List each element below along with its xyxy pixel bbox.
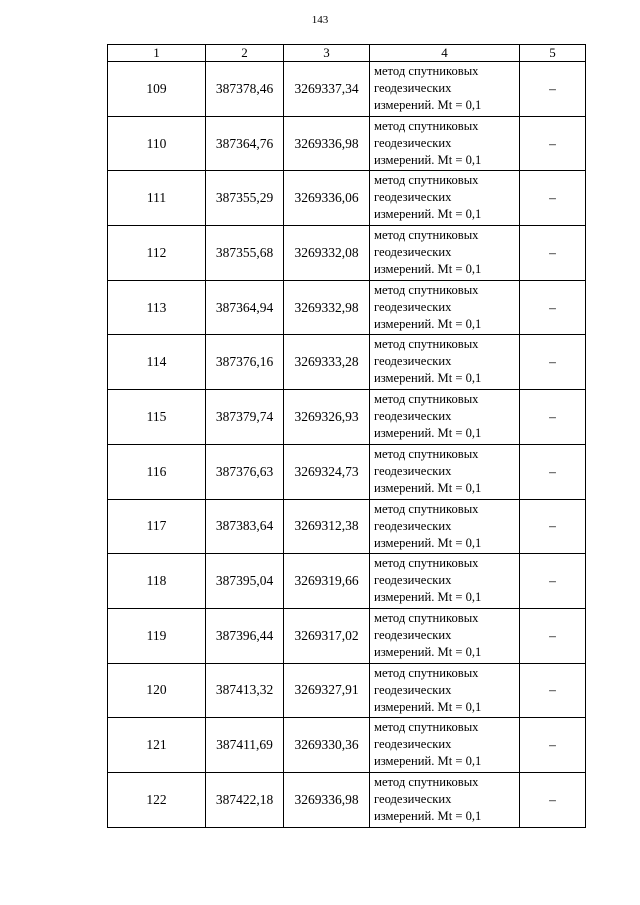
method-line: метод спутниковых <box>374 118 479 133</box>
x-coordinate-cell: 387422,18 <box>206 772 284 827</box>
method-line: измерений. Mt = 0,1 <box>374 262 482 277</box>
y-coordinate-cell: 3269317,02 <box>284 608 370 663</box>
x-coordinate-cell: 387383,64 <box>206 499 284 554</box>
note-cell: – <box>520 718 586 773</box>
x-coordinate-cell: 387376,63 <box>206 444 284 499</box>
x-coordinate-cell: 387378,46 <box>206 62 284 117</box>
point-number-cell: 117 <box>108 499 206 554</box>
method-line: геодезических <box>374 737 452 752</box>
method-cell <box>370 554 520 609</box>
table-row <box>108 663 586 718</box>
method-line: геодезических <box>374 245 452 260</box>
method-cell <box>370 280 520 335</box>
method-line: геодезических <box>374 354 452 369</box>
table-row <box>108 718 586 773</box>
method-line: измерений. Mt = 0,1 <box>374 152 482 167</box>
note-cell: – <box>520 663 586 718</box>
method-line: измерений. Mt = 0,1 <box>374 426 482 441</box>
table-row <box>108 171 586 226</box>
note-cell: – <box>520 444 586 499</box>
method-cell <box>370 116 520 171</box>
method-line: измерений. Mt = 0,1 <box>374 644 482 659</box>
table-row <box>108 444 586 499</box>
method-line: метод спутниковых <box>374 228 479 243</box>
table-row <box>108 62 586 117</box>
method-cell <box>370 663 520 718</box>
x-coordinate-cell: 387364,76 <box>206 116 284 171</box>
y-coordinate-cell: 3269336,06 <box>284 171 370 226</box>
note-cell: – <box>520 499 586 554</box>
method-line: измерений. Mt = 0,1 <box>374 480 482 495</box>
table-row <box>108 772 586 827</box>
y-coordinate-cell: 3269333,28 <box>284 335 370 390</box>
method-line: метод спутниковых <box>374 173 479 188</box>
point-number-cell: 112 <box>108 226 206 281</box>
y-coordinate-cell: 3269327,91 <box>284 663 370 718</box>
method-line: метод спутниковых <box>374 282 479 297</box>
method-line: геодезических <box>374 463 452 478</box>
method-line: измерений. Mt = 0,1 <box>374 316 482 331</box>
method-line: геодезических <box>374 682 452 697</box>
note-cell: – <box>520 335 586 390</box>
method-cell <box>370 772 520 827</box>
method-cell <box>370 62 520 117</box>
header-cell-5: 5 <box>520 45 586 62</box>
header-cell-1: 1 <box>108 45 206 62</box>
point-number-cell: 118 <box>108 554 206 609</box>
x-coordinate-cell: 387355,68 <box>206 226 284 281</box>
y-coordinate-cell: 3269336,98 <box>284 772 370 827</box>
x-coordinate-cell: 387364,94 <box>206 280 284 335</box>
y-coordinate-cell: 3269337,34 <box>284 62 370 117</box>
method-line: геодезических <box>374 190 452 205</box>
y-coordinate-cell: 3269332,08 <box>284 226 370 281</box>
x-coordinate-cell: 387379,74 <box>206 390 284 445</box>
x-coordinate-cell: 387395,04 <box>206 554 284 609</box>
method-cell <box>370 390 520 445</box>
table-row <box>108 390 586 445</box>
method-line: измерений. Mt = 0,1 <box>374 207 482 222</box>
method-line: геодезических <box>374 573 452 588</box>
method-cell <box>370 335 520 390</box>
method-cell <box>370 226 520 281</box>
header-cell-3: 3 <box>284 45 370 62</box>
note-cell: – <box>520 772 586 827</box>
method-line: геодезических <box>374 518 452 533</box>
y-coordinate-cell: 3269336,98 <box>284 116 370 171</box>
method-line: измерений. Mt = 0,1 <box>374 371 482 386</box>
method-line: геодезических <box>374 409 452 424</box>
method-line: метод спутниковых <box>374 446 479 461</box>
point-number-cell: 116 <box>108 444 206 499</box>
method-line: геодезических <box>374 135 452 150</box>
method-line: измерений. Mt = 0,1 <box>374 98 482 112</box>
point-number-cell: 119 <box>108 608 206 663</box>
point-number-cell: 121 <box>108 718 206 773</box>
table-body <box>108 62 586 828</box>
header-row <box>108 45 586 62</box>
point-number-cell: 114 <box>108 335 206 390</box>
table-row <box>108 499 586 554</box>
x-coordinate-cell: 387355,29 <box>206 171 284 226</box>
page-number: 143 <box>311 14 329 26</box>
method-line: геодезических <box>374 791 452 806</box>
header-cell-4: 4 <box>370 45 520 62</box>
method-cell <box>370 444 520 499</box>
point-number-cell: 111 <box>108 171 206 226</box>
method-line: метод спутниковых <box>374 337 479 352</box>
y-coordinate-cell: 3269312,38 <box>284 499 370 554</box>
coordinates-table <box>107 44 586 828</box>
x-coordinate-cell: 387396,44 <box>206 608 284 663</box>
method-line: метод спутниковых <box>374 501 479 516</box>
y-coordinate-cell: 3269326,93 <box>284 390 370 445</box>
method-cell <box>370 171 520 226</box>
method-line: метод спутниковых <box>374 665 479 680</box>
method-line: геодезических <box>374 627 452 642</box>
method-line: измерений. Mt = 0,1 <box>374 808 482 823</box>
x-coordinate-cell: 387411,69 <box>206 718 284 773</box>
note-cell: – <box>520 554 586 609</box>
table-row <box>108 226 586 281</box>
method-cell <box>370 499 520 554</box>
y-coordinate-cell: 3269332,98 <box>284 280 370 335</box>
point-number-cell: 113 <box>108 280 206 335</box>
y-coordinate-cell: 3269330,36 <box>284 718 370 773</box>
method-cell <box>370 608 520 663</box>
point-number-cell: 122 <box>108 772 206 827</box>
table-row <box>108 335 586 390</box>
x-coordinate-cell: 387413,32 <box>206 663 284 718</box>
point-number-cell: 115 <box>108 390 206 445</box>
method-cell <box>370 718 520 773</box>
method-line: метод спутниковых <box>374 64 479 78</box>
method-line: измерений. Mt = 0,1 <box>374 754 482 769</box>
method-line: измерений. Mt = 0,1 <box>374 590 482 605</box>
method-line: измерений. Mt = 0,1 <box>374 699 482 714</box>
note-cell: – <box>520 280 586 335</box>
table-row <box>108 280 586 335</box>
table-row <box>108 608 586 663</box>
method-line: метод спутниковых <box>374 610 479 625</box>
method-line: метод спутниковых <box>374 556 479 571</box>
point-number-cell: 109 <box>108 62 206 117</box>
header-cell-2: 2 <box>206 45 284 62</box>
method-line: метод спутниковых <box>374 392 479 407</box>
point-number-cell: 110 <box>108 116 206 171</box>
note-cell: – <box>520 116 586 171</box>
y-coordinate-cell: 3269324,73 <box>284 444 370 499</box>
method-line: геодезических <box>374 299 452 314</box>
note-cell: – <box>520 171 586 226</box>
x-coordinate-cell: 387376,16 <box>206 335 284 390</box>
method-line: метод спутниковых <box>374 774 479 789</box>
point-number-cell: 120 <box>108 663 206 718</box>
table-row <box>108 554 586 609</box>
note-cell: – <box>520 390 586 445</box>
method-line: измерений. Mt = 0,1 <box>374 535 482 550</box>
note-cell: – <box>520 608 586 663</box>
method-line: геодезических <box>374 81 452 95</box>
note-cell: – <box>520 226 586 281</box>
table-row <box>108 116 586 171</box>
note-cell: – <box>520 62 586 117</box>
method-line: метод спутниковых <box>374 720 479 735</box>
y-coordinate-cell: 3269319,66 <box>284 554 370 609</box>
